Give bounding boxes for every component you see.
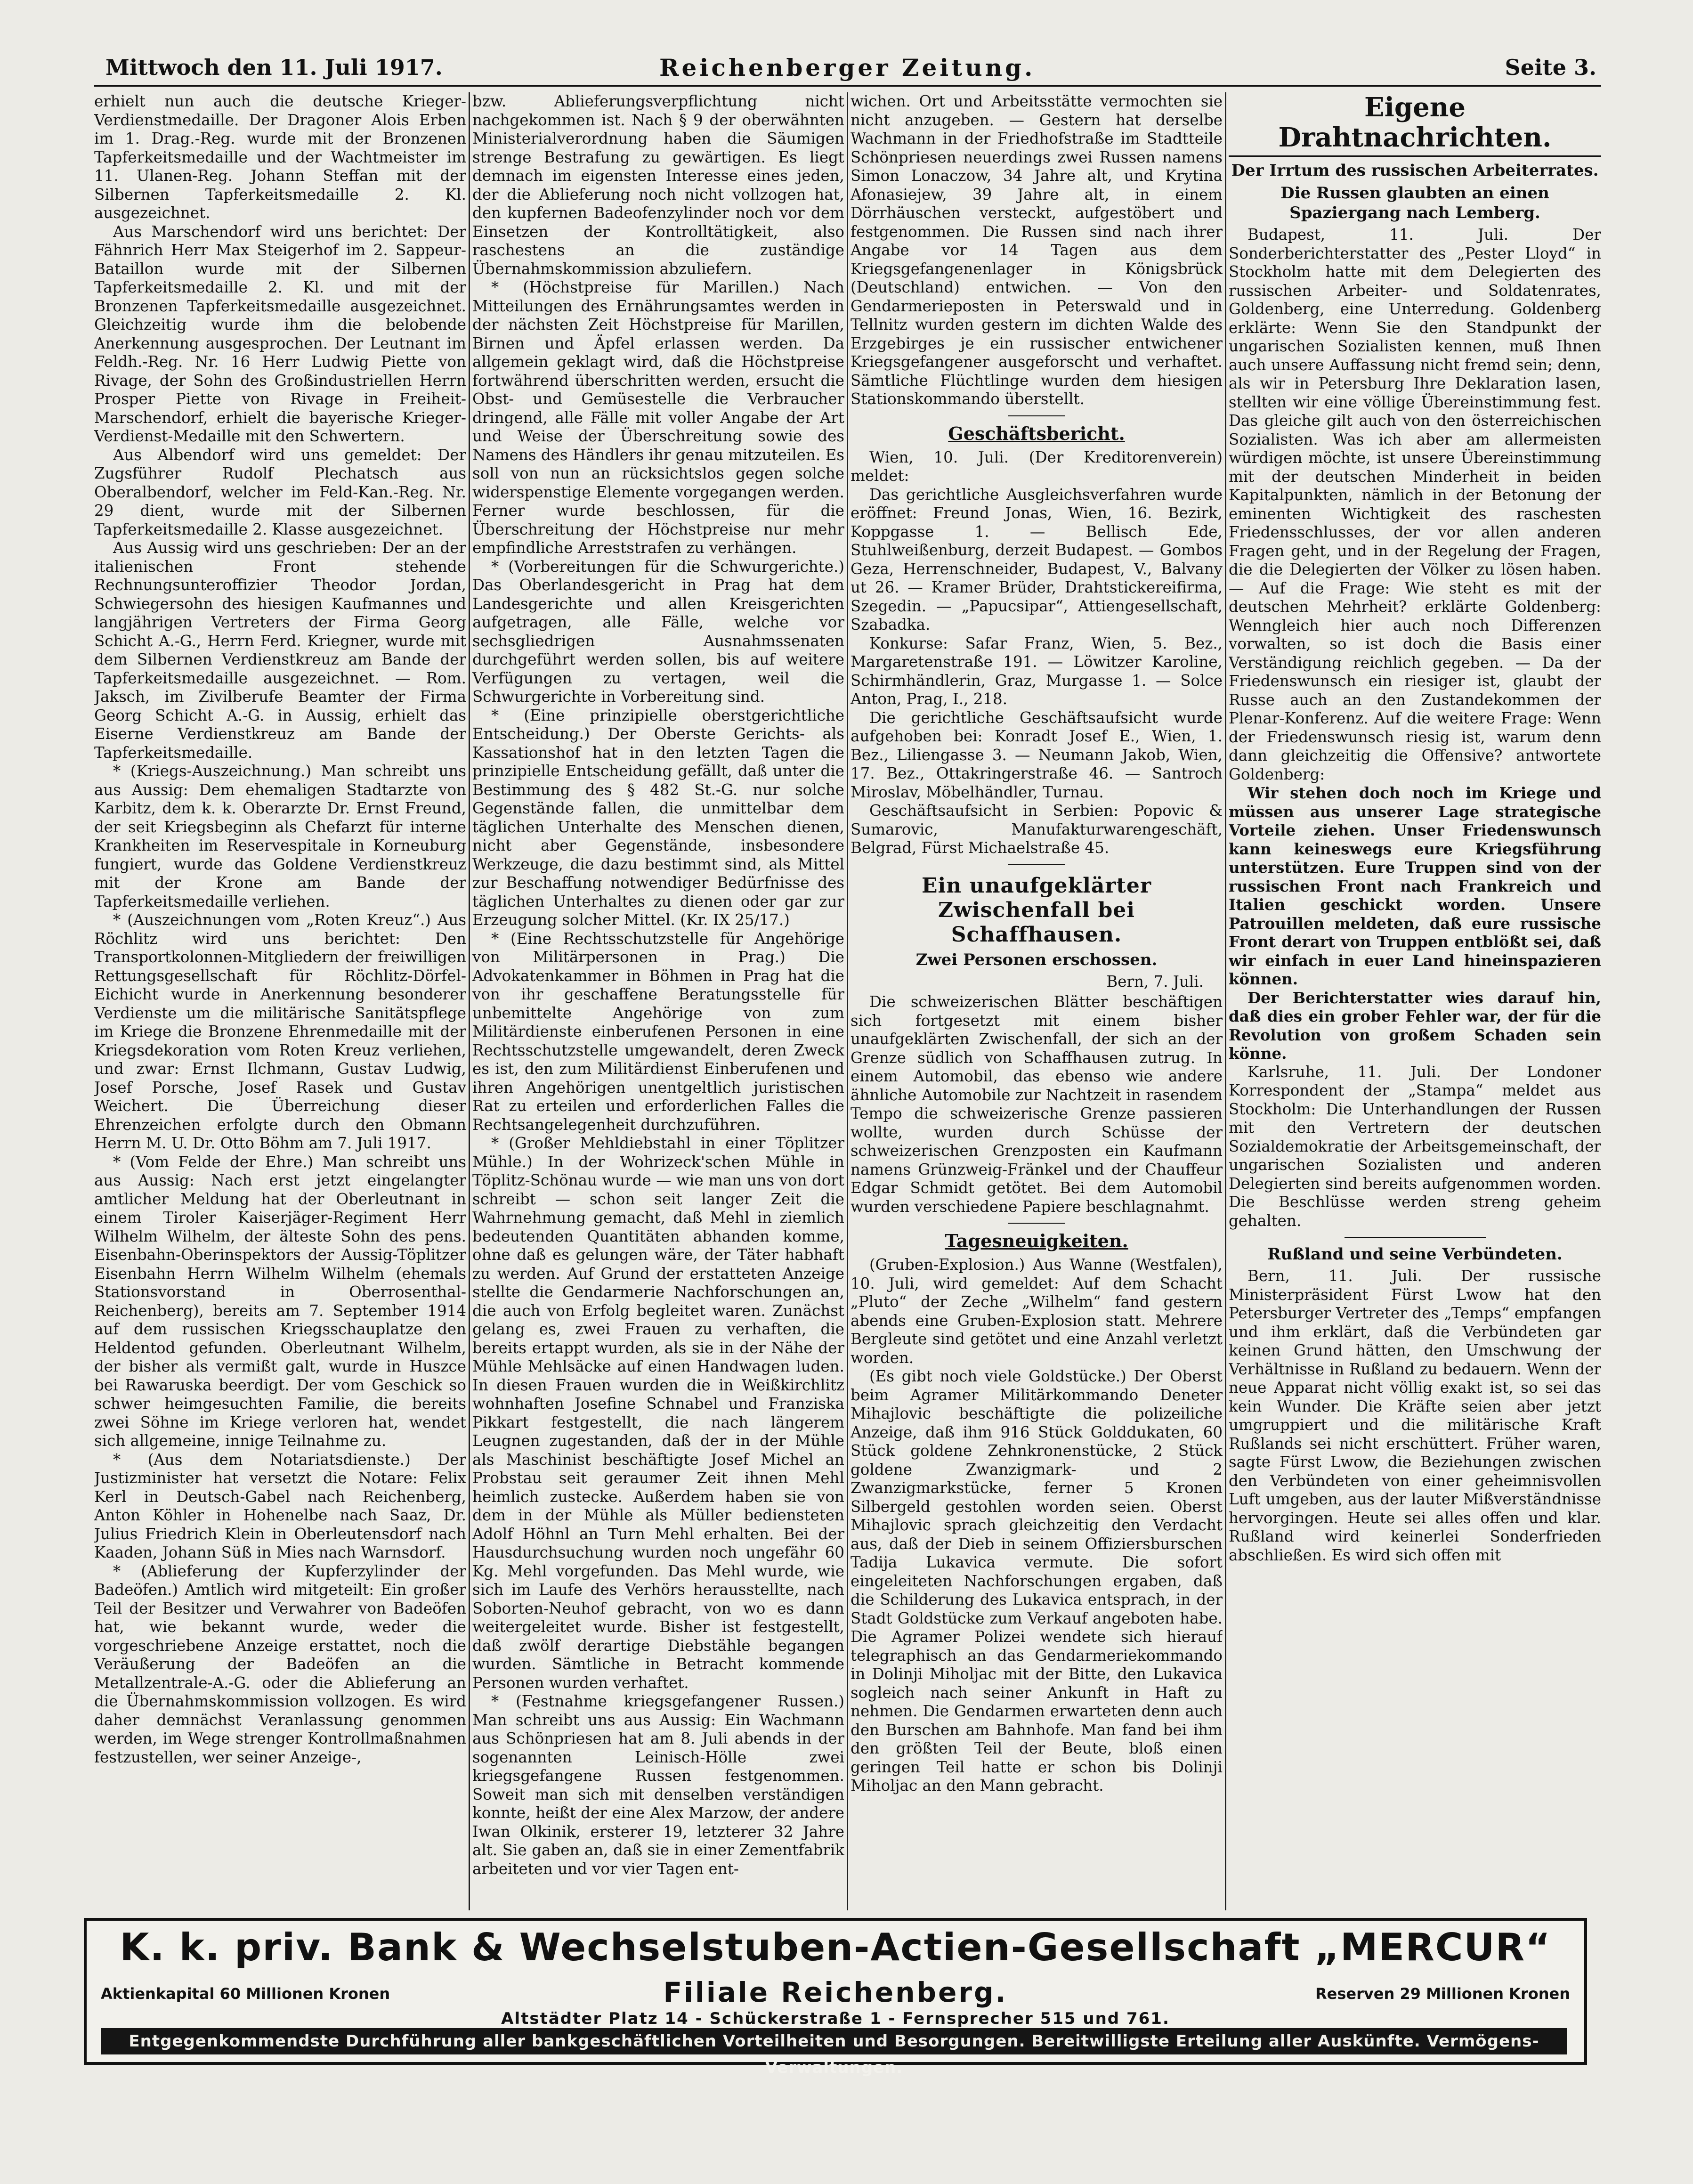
column-3 [851, 92, 1223, 1910]
paragraph: Der Berichterstatter wies darauf hin, daß dies ein grober Fehler war, der für die Revolution von großem Schaden sein könne. [1229, 988, 1601, 1063]
column-rule [469, 92, 470, 1910]
paragraph: * (Kriegs-Auszeichnung.) Man schreibt uns aus Aussig: Dem ehemaligen Stadtarzte von Karbitz, dem k. k. Oberarzte Dr. Ernst Freund, der seit Kriegsbeginn als Chefarzt für interne Krankheiten im Reservespitale in Korneuburg fungiert, wurde das Goldene Verdienstkreuz mit der Krone am Bande der Tapferkeitsmedaille verliehen. [94, 762, 466, 910]
divider [1008, 1223, 1065, 1224]
section-heading-business: Geschäftsbericht. [948, 422, 1125, 444]
paragraph: Aus Marschendorf wird uns berichtet: Der Fähnrich Herr Max Steigerhof im 2. Sappeur-Bataillon wurde mit der Silbernen Tapferkeitsmedaille 2. Kl. und mit der Bronzenen Tapferkeitsmedaille ausgezeichnet. Gleichzeitig wurde ihm die belobende Anerkennung ausgesprochen. Der Leutnant im Feldh.-Reg. Nr. 16 Herr Ludwig Piette von Rivage, der Sohn des Großindustriellen Herrn Prosper Piette von Rivage in Freiheit-Marschendorf, erhielt die bayerische Krieger-Verdienst-Medaille mit den Schwertern. [94, 222, 466, 445]
column-4 [1229, 92, 1601, 1910]
section-heading-incident: Ein unaufgeklärter Zwischenfall bei Schaffhausen. [921, 873, 1152, 947]
paragraph: * (Ablieferung der Kupferzylinder der Badeöfen.) Amtlich wird mitgeteilt: Ein großer Teil der Besitzer und Verwahrer von Badeöfen hat, wie bekannt wurde, weder die vorgeschriebene Anzeige erstattet, noch die Veräußerung der Badeöfen an die Metallzentrale-A.-G. oder die Ablieferung an die Übernahmskommission vollzogen. Es wird daher demnächst Veranlassung genommen werden, im Wege strenger Kontrollmaßnahmen festzustellen, wer seiner Anzeige-, [94, 1562, 466, 1766]
divider [1008, 415, 1065, 416]
article-columns [94, 92, 1601, 1910]
ad-title: K. k. priv. Bank & Wechselstuben-Actien-Gesellschaft „MERCUR“ [120, 1925, 1551, 1969]
paragraph: Karlsruhe, 11. Juli. Der Londoner Korrespondent der „Stampa“ meldet aus Stockholm: Die Unterhandlungen der Russen mit den Vertretern der deutschen Sozialdemokratie der Arbeitsgemeinschaft, der ungarischen Sozialisten und anderen Delegierten sind bereits aufgenommen worden. Die Beschlüsse werden streng geheim gehalten. [1229, 1063, 1601, 1230]
paragraph: Budapest, 11. Juli. Der Sonderberichterstatter des „Pester Lloyd“ in Stockholm hatte mit dem Delegierten des russischen Arbeiter- und Soldatenrates, Goldenberg, eine Unterredung. Goldenberg erklärte: Wenn Sie den Standpunkt der ungarischen Sozialisten kennen, muß Ihnen auch unsere Auffassung nicht fremd sein; denn, als wir in Petersburg Ihre Deklaration lasen, stellten wir eine völlige Übereinstimmung fest. Das gleiche gilt auch von den österreichischen Sozialisten. Was ich aber am allermeisten würdigen möchte, ist unsere Übereinstimmung mit der deutschen Minderheit in beiden Kapitalpunkten, nämlich in der Betonung der eminenten Wichtigkeit des raschesten Friedensschlusses, der vor allen anderen Fragen geht, und in der Regelung der Fragen, die die Delegierten der Völker zu lösen haben. — Auf die Frage: Wie steht es mit der deutschen Mehrheit? erklärte Goldenberg: Wenngleich hier auch noch Differenzen vorwalten, so ist doch die Basis einer Verständigung reichlich gegeben. — Da der Friedenswunsch ein riesiger ist, glaubt der Russe auch an den Zustandekommen der Plenar-Konferenz. Auf die weitere Frage: Wenn der Friedenswunsch riesig ist, warum denn dann gleichzeitig die Offensive? antwortete Goldenberg: [1229, 226, 1601, 783]
issue-date: Mittwoch den 11. Juli 1917. [105, 55, 443, 80]
paragraph: * (Eine Rechtsschutzstelle für Angehörige von Militärpersonen in Prag.) Die Advokatenkammer in Böhmen in Prag hat die von ihr geschaffene Beratungsstelle für unbemittelte Angehörige von zum Militärdienste einberufenen Personen in eine Rechtsschutzstelle umgewandelt, deren Zweck es ist, den zum Militärdienst Einberufenen und ihren Angehörigen unentgeltlich juristischen Rat zu erteilen und erforderlichen Falles die Rechtsangelegenheit durchzuführen. [472, 929, 844, 1134]
dateline: Bern, 7. Juli. [1106, 972, 1204, 991]
subheading: Die Russen glaubten an einen Spaziergang nach Lemberg. [1280, 184, 1549, 222]
paragraph: Geschäftsaufsicht in Serbien: Popovic & Sumarovic, Manufakturwarengeschäft, Belgrad, Fürst Michaelstraße 45. [851, 802, 1223, 857]
ad-services: Entgegenkommendste Durchführung aller bankgeschäftlichen Vorteilheiten und Besorgungen. Bereitwilligste Erteilung aller Auskünfte. Vermögens-Verwaltungen. [101, 2028, 1567, 2054]
paragraph: * (Höchstpreise für Marillen.) Nach Mitteilungen des Ernährungsamtes werden in der nächsten Zeit Höchstpreise für Marillen, Birnen und Äpfel erlassen werden. Da allgemein geklagt wird, daß die Höchstpreise fortwährend überschritten werden, ersucht die Obst- und Gemüsestelle die Verbraucher dringend, alle Fälle mit voller Angabe der Art und Weise der Überschreitung sowie des Namens des Händlers ihr genau mitzuteilen. Es soll von nun an rücksichtslos gegen solche widerspenstige Elemente vorgegangen werden. Ferner wurde beschlossen, für die Überschreitung der Höchstpreise nur mehr empfindliche Arreststrafen zu verhängen. [472, 278, 844, 557]
column-rule [847, 92, 848, 1910]
paragraph: Konkurse: Safar Franz, Wien, 5. Bez., Margaretenstraße 191. — Löwitzer Karoline, Schirmhändlerin, Graz, Murgasse 1. — Solce Anton, Prag, I., 218. [851, 634, 1223, 708]
paragraph: * (Vom Felde der Ehre.) Man schreibt uns aus Aussig: Nach erst jetzt eingelangter amtlicher Meldung hat der Oberleutnant in einem Tiroler Kaiserjäger-Regiment Herr Wilhelm Wilhelm, der älteste Sohn des pens. Eisenbahn-Oberinspektors der Aussig-Töplitzer Eisenbahn Herrn Wilhelm Wilhelm (ehemals Stationsvorstand in Oberrosenthal-Reichenberg), bereits am 7. September 1914 auf dem russischen Kriegsschauplatze den Heldentod gefunden. Oberleutnant Wilhelm, der bisher als vermißt galt, wurde in Huszce bei Rawaruska beerdigt. Der vom Geschick so schwer heimgesuchten Familie, die bereits zwei Söhne im Kriege verloren hat, wendet sich allgemeine, innige Teilnahme zu. [94, 1153, 466, 1450]
paragraph: erhielt nun auch die deutsche Krieger-Verdienstmedaille. Der Dragoner Alois Erben im 1. Drag.-Reg. wurde mit der Bronzenen Tapferkeitsmedaille und der Wachtmeister im 11. Ulanen-Reg. Johann Steffan mit der Silbernen Tapferkeitsmedaille 2. Kl. ausgezeichnet. [94, 92, 466, 222]
masthead [94, 52, 1601, 87]
paper-title: Reichenberger Zeitung. [659, 54, 1036, 81]
ad-branch: Filiale Reichenberg. [663, 1976, 1008, 2008]
paragraph: * (Festnahme kriegsgefangener Russen.) Man schreibt uns aus Aussig: Ein Wachmann aus Schönpriesen hat am 8. Juli abends in der sogenannten Leinisch-Hölle zwei kriegsgefangene Russen festgenommen. Soweit man sich mit denselben verständigen konnte, heißt der eine Alex Marzow, der andere Iwan Olkinik, ersterer 19, letzterer 32 Jahre alt. Sie gaben an, daß sie in einer Zementfabrik arbeiteten und vor vier Tagen ent- [472, 1692, 844, 1878]
paragraph: wichen. Ort und Arbeitsstätte vermochten sie nicht anzugeben. — Gestern hat derselbe Wachmann in der Friedhofstraße im Stadtteile Schönpriesen neuerdings zwei Russen namens Simon Lonaczow, 34 Jahre alt, und Krytina Afonasiejew, 39 Jahre alt, in einem Dörrhäuschen versteckt, aufgestöbert und festgenommen. Die Russen sind nach ihrer Angabe vor 14 Tagen aus dem Kriegsgefangenenlager in Königsbrück (Deutschland) entwichen. — Von den Gendarmerieposten in Peterswald und in Tellnitz wurden gestern im dichten Walde des Erzgebirges je ein russischer entwichener Kriegsgefangener ausgeforscht und verhaftet. Sämtliche Flüchtlinge wurden dem hiesigen Stationskommando überstellt. [851, 92, 1223, 408]
paragraph: Die schweizerischen Blätter beschäftigen sich fortgesetzt mit einem bisher unaufgeklärten Zwischenfall, der sich an der Grenze südlich von Schaffhausen zutrug. In einem Automobil, das ebenso wie andere ähnliche Automobile zur Nachtzeit in rasendem Tempo die schweizerische Grenze passieren wollte, wurden durch Schüsse der schweizerischen Grenzposten ein Kaufmann namens Grünzweig-Fränkel und der Chauffeur Edgar Schmidt getötet. Bei dem Automobil wurden verschiedene Papiere beschlagnahmt. [851, 993, 1223, 1216]
paragraph: Aus Albendorf wird uns gemeldet: Der Zugsführer Rudolf Plechatsch aus Oberalbendorf, welcher im Feld-Kan.-Reg. Nr. 29 dient, wurde mit der Silbernen Tapferkeitsmedaille 2. Klasse ausgezeichnet. [94, 446, 466, 538]
bank-advertisement [84, 1918, 1587, 2077]
paragraph: Aus Aussig wird uns geschrieben: Der an der italienischen Front stehende Rechnungsunteroffizier Theodor Jordan, Schwiegersohn des hiesigen Kaufmannes und langjährigen Vertreters der Firma Georg Schicht A.-G., Herrn Ferd. Kriegner, wurde mit dem Silbernen Verdienstkreuz am Bande der Tapferkeitsmedaille ausgezeichnet. — Rom. Jaksch, im Zivilberufe Beamter der Firma Georg Schicht A.-G. in Aussig, erhielt das Eiserne Verdienstkreuz am Bande der Tapferkeitsmedaille. [94, 539, 466, 762]
paragraph: * (Aus dem Notariatsdienste.) Der Justizminister hat versetzt die Notare: Felix Kerl in Deutsch-Gabel nach Reichenberg, Anton Köhler in Hohenelbe nach Saaz, Dr. Julius Friedrich Klein in Oberleutensdorf nach Kaaden, Johann Süß in Mies nach Warnsdorf. [94, 1450, 466, 1561]
ad-address: Altstädter Platz 14 - Schückerstraße 1 - Fernsprecher 515 und 761. [501, 2009, 1170, 2028]
column-rule [1225, 92, 1226, 1910]
paragraph: * (Auszeichnungen vom „Roten Kreuz“.) Aus Röchlitz wird uns berichtet: Den Transportkolonnen-Mitgliedern der freiwilligen Rettungsgesellschaft für Röchlitz-Dörfel-Eichicht wurde in Anerkennung besonderer Verdienste um die militärische Sanitätspflege im Kriege die Bronzene Ehrenmedaille mit der Kriegsdekoration vom Roten Kreuz verliehen, und zwar: Ernst Ilchmann, Gustav Ludwig, Josef Porsche, Josef Rasek und Gustav Weichert. Die Überreichung dieser Ehrenzeichen erfolgte durch den Obmann Herrn M. U. Dr. Otto Böhm am 7. Juli 1917. [94, 911, 466, 1152]
divider [1008, 864, 1065, 865]
paragraph: (Gruben-Explosion.) Aus Wanne (Westfalen), 10. Juli, wird gemeldet: Auf dem Schacht „Pluto“ der Zeche „Wilhelm“ fand gestern abends eine Gruben-Explosion statt. Mehrere Bergleute sind getötet und eine Anzahl verletzt worden. [851, 1256, 1223, 1367]
ad-capital: Aktienkapital 60 Millionen Kronen [101, 1985, 390, 2003]
page-number: Seite 3. [1505, 55, 1596, 80]
section-heading-wire: Eigene Drahtnachrichten. [1229, 92, 1601, 157]
paragraph: Bern, 11. Juli. Der russische Ministerpräsident Fürst Lwow hat den Petersburger Vertreter des „Temps“ empfangen und ihm erklärt, daß die Verbündeten gar keinen Grund hätten, den Umschwung der Verhältnisse in Rußland zu bedauern. Wenn der neue Apparat nicht völlig exakt ist, so sei das kein Wunder. Die Kräfte seien aber jetzt umgruppiert und die militärische Kraft Rußlands sei nicht erschüttert. Früher waren, sagte Fürst Lwow, die Beziehungen zwischen den Verbündeten von einer geheimnisvollen Luft umgeben, aus der lauter Mißverständnisse hervorgingen. Heute sei alles offen und klar. Rußland wird keinerlei Sonderfrieden abschließen. Es wird sich offen mit [1229, 1267, 1601, 1564]
divider [1345, 1237, 1486, 1238]
paragraph: * (Vorbereitungen für die Schwurgerichte.) Das Oberlandesgericht in Prag hat dem Landesgerichte und allen Kreisgerichten aufgetragen, alle Fälle, welche vor sechsgliedrigen Ausnahmssenaten durchgeführt werden sollen, bis auf weitere Verfügungen zu vertagen, weil die Schwurgerichte in Vorbereitung sind. [472, 557, 844, 706]
paragraph: Die gerichtliche Geschäftsaufsicht wurde aufgehoben bei: Konradt Josef E., Wien, 1. Bez., Liliengasse 3. — Neumann Jakob, Wien, 17. Bez., Ottakringerstraße 46. — Santroch Miroslav, Möbelhändler, Turnau. [851, 708, 1223, 801]
column-1 [94, 92, 466, 1910]
column-2 [472, 92, 844, 1910]
paragraph: Wir stehen doch noch im Kriege und müssen aus unserer Lage strategische Vorteile ziehen. Unser Friedenswunsch kann keineswegs eure Kriegsführung unterstützen. Eure Truppen sind von der russischen Front nach Frankreich und Italien geschickt worden. Unsere Patrouillen meldeten, daß eure russische Front derart von Truppen entblößt sei, daß wir einfach in euer Land hineinspazieren können. [1229, 784, 1601, 988]
subheading: Zwei Personen erschossen. [915, 950, 1158, 969]
paragraph: bzw. Ablieferungsverpflichtung nicht nachgekommen ist. Nach § 9 der oberwähnten Ministerialverordnung haben die Säumigen strenge Bestrafung zu gewärtigen. Es liegt demnach im eigensten Interesse eines jeden, der die Ablieferung noch nicht vollzogen hat, den kupfernen Badeofenzylinder noch vor dem Einsetzen der Kontrolltätigkeit, also raschestens an die zuständige Übernahmskommission abzuliefern. [472, 92, 844, 278]
paragraph: * (Eine prinzipielle oberstgerichtliche Entscheidung.) Der Oberste Gerichts- als Kassationshof hat in den letzten Tagen die prinzipielle Entscheidung gefällt, daß unter die Bestimmung des § 482 St.-G. nur solche Gegenstände fallen, die unmittelbar dem täglichen Unterhalte des Menschen dienen, nicht aber Gegenstände, insbesondere Werkzeuge, die dazu bestimmt sind, als Mittel zur Beschaffung notwendiger Bedürfnisse des täglichen Unterhaltes zu dienen oder gar zur Erzeugung solcher Mittel. (Kr. IX 25/17.) [472, 706, 844, 929]
paragraph: * (Großer Mehldiebstahl in einer Töplitzer Mühle.) In der Wohrizeck'schen Mühle in Töplitz-Schönau wurde — wie man uns von dort schreibt — schon seit langer Zeit die Wahrnehmung gemacht, daß Mehl in ziemlich bedeutenden Quantitäten abhanden komme, ohne daß es gelungen wäre, der Täter habhaft zu werden. Auf Grund der erstatteten Anzeige stellte die Gendarmerie Nachforschungen an, die auch von Erfolg begleitet waren. Zunächst gelang es, zwei Frauen zu verhaften, die bereits ertappt wurden, als sie in der Nähe der Mühle Mehlsäcke auf einen Handwagen luden. In diesen Frauen wurden die in Weißkirchlitz wohnhaften Josefine Schnabel und Franziska Pikkart festgestellt, die nach längerem Leugnen zugestanden, daß der in der Mühle als Maschinist beschäftigte Josef Michel an Probstau seit geraumer Zeit ihnen Mehl heimlich zustecke. Außerdem haben sie von dem in der Mühle als Müller bediensteten Adolf Höhnl an Turn Mehl erhalten. Bei der Hausdurchsuchung wurden noch ungefähr 60 Kg. Mehl vorgefunden. Das Mehl wurde, wie sich im Laufe des Verhörs herausstellte, nach Soborten-Neuhof gebracht, von wo es dann weitergeleitet wurde. Bisher ist festgestellt, daß zwölf derartige Diebstähle begangen wurden. Sämtliche in Betracht kommende Personen wurden verhaftet. [472, 1134, 844, 1692]
subheading: Der Irrtum des russischen Arbeiterrates. [1231, 161, 1599, 180]
subheading: Rußland und seine Verbündeten. [1267, 1245, 1563, 1264]
section-heading-news: Tagesneuigkeiten. [945, 1230, 1128, 1251]
paragraph: Wien, 10. Juli. (Der Kreditorenverein) meldet: [851, 448, 1223, 485]
ad-reserves: Reserven 29 Millionen Kronen [1315, 1985, 1570, 2003]
paragraph: (Es gibt noch viele Goldstücke.) Der Oberst beim Agramer Militärkommando Deneter Mihajlovic beschäftigte die polizeiliche Anzeige, daß ihm 916 Stück Golddukaten, 60 Stück goldene Zehnkronenstücke, 2 Stück goldene Zwanzigmark- und 2 Zwanzigmarkstücke, ferner 5 Kronen Silbergeld gestohlen worden seien. Oberst Mihajlovic sprach gleichzeitig den Verdacht aus, daß der Dieb in seinem Offiziersburschen Tadija Lukavica vermute. Die sofort eingeleiteten Nachforschungen ergaben, daß die Schilderung des Lukavica entsprach, in der Stadt Goldstücke zum Verkauf angeboten habe. Die Agramer Polizei wendete sich hierauf telegraphisch an das Gendarmeriekommando in Dolinji Miholjac mit der Bitte, den Lukavica sogleich nach seiner Ankunft in Haft zu nehmen. Die Gendarmen erwarteten denn auch den Burschen am Bahnhofe. Man fand bei ihm den größten Teil der Beute, bloß einen geringen Teil hatte er schon bis Dolinji Miholjac an den Mann gebracht. [851, 1367, 1223, 1794]
paragraph: Das gerichtliche Ausgleichsverfahren wurde eröffnet: Freund Jonas, Wien, 16. Bezirk, Koppgasse 1. — Bellisch Ede, Stuhlweißenburg, derzeit Budapest. — Gombos Geza, Herrenschneider, Budapest, V., Balvany ut 26. — Kramer Brüder, Drahtstickereifirma, Szegedin. — „Papucsipar“, Attiengesellschaft, Szabadka. [851, 485, 1223, 633]
